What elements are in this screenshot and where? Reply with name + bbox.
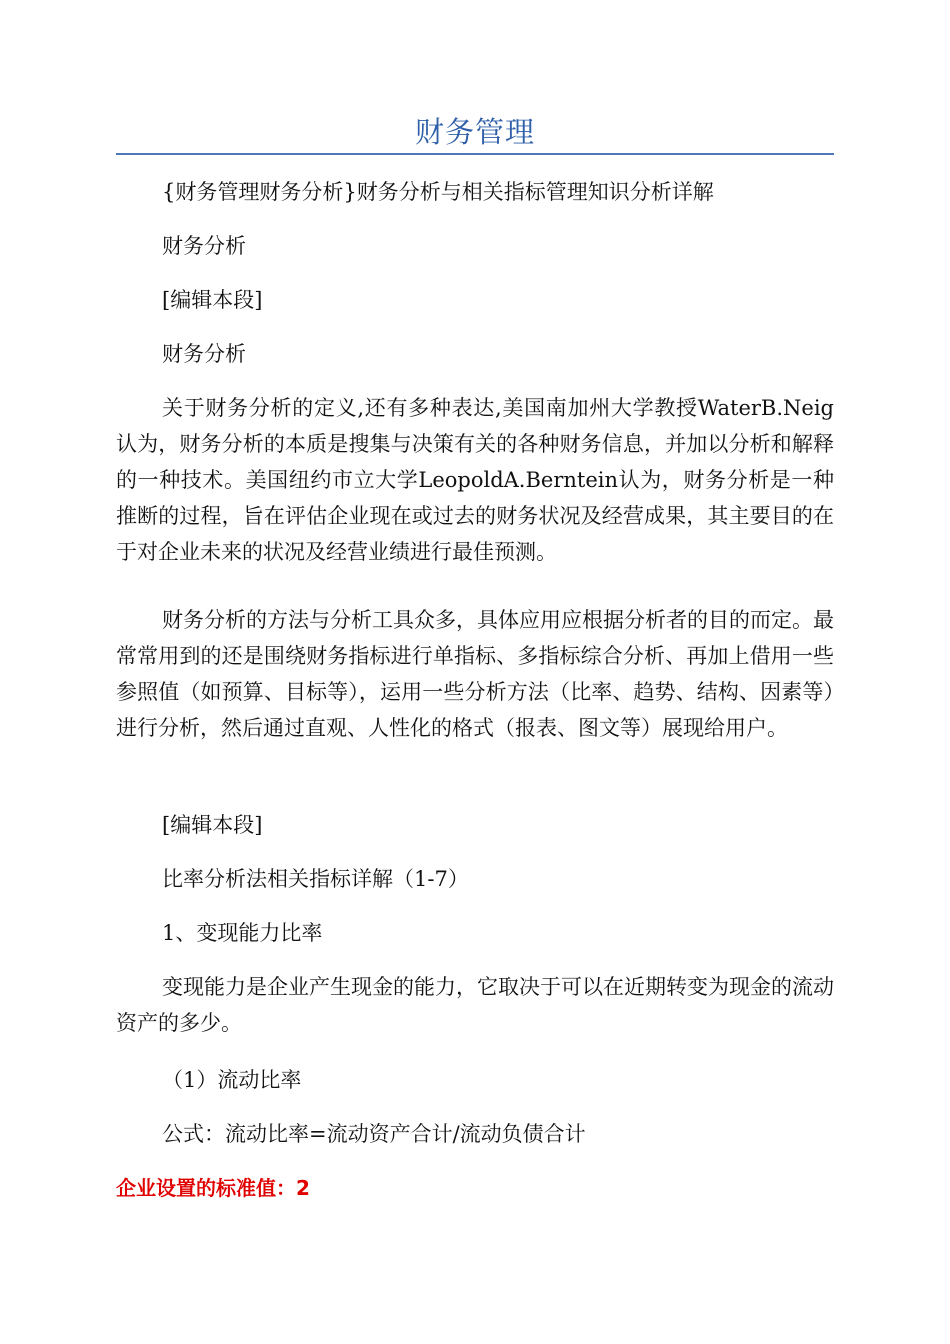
paragraph-edit-section-2: [编辑本段] xyxy=(162,813,263,837)
paragraph-liquidity-definition: 变现能力是企业产生现金的能力，它取决于可以在近期转变为现金的流动资产的多少。 xyxy=(116,975,834,1035)
document-title: 财务管理 xyxy=(414,115,535,149)
paragraph-current-ratio: （1）流动比率 xyxy=(162,1068,302,1092)
paragraph-subtitle: {财务管理财务分析}财务分析与相关指标管理知识分析详解 xyxy=(162,180,714,204)
paragraph-edit-section: [编辑本段] xyxy=(162,288,263,312)
title-underline xyxy=(116,153,834,155)
highlight-standard-value: 企业设置的标准值：2 xyxy=(116,1176,310,1200)
paragraph-liquidity-ratio: 1、变现能力比率 xyxy=(162,921,323,945)
paragraph-methods: 财务分析的方法与分析工具众多，具体应用应根据分析者的目的而定。最常常用到的还是围绕财务指标进行单指标、多指标综合分析、再加上借用一些参照值（如预算、目标等），运用一些分析方法（比率、趋势、结构、因素等）进行分析，然后通过直观、人性化的格式（报表、图文等）展现给用户。 xyxy=(116,608,834,740)
paragraph-heading-financial-analysis: 财务分析 xyxy=(162,234,246,258)
paragraph-formula: 公式：流动比率=流动资产合计/流动负债合计 xyxy=(162,1122,586,1146)
paragraph-ratio-analysis: 比率分析法相关指标详解（1-7） xyxy=(162,867,469,891)
paragraph-heading-financial-analysis-2: 财务分析 xyxy=(162,342,246,366)
paragraph-definition: 关于财务分析的定义,还有多种表达,美国南加州大学教授WaterB.Neig认为，财务分析的本质是搜集与决策有关的各种财务信息，并加以分析和解释的一种技术。美国纽约市立大学LeopoldA.Berntein认为，财务分析是一种推断的过程，旨在评估企业现在或过去的财务状况及经营成果，其主要目的在于对企业未来的状况及经营业绩进行最佳预测。 xyxy=(116,396,834,564)
